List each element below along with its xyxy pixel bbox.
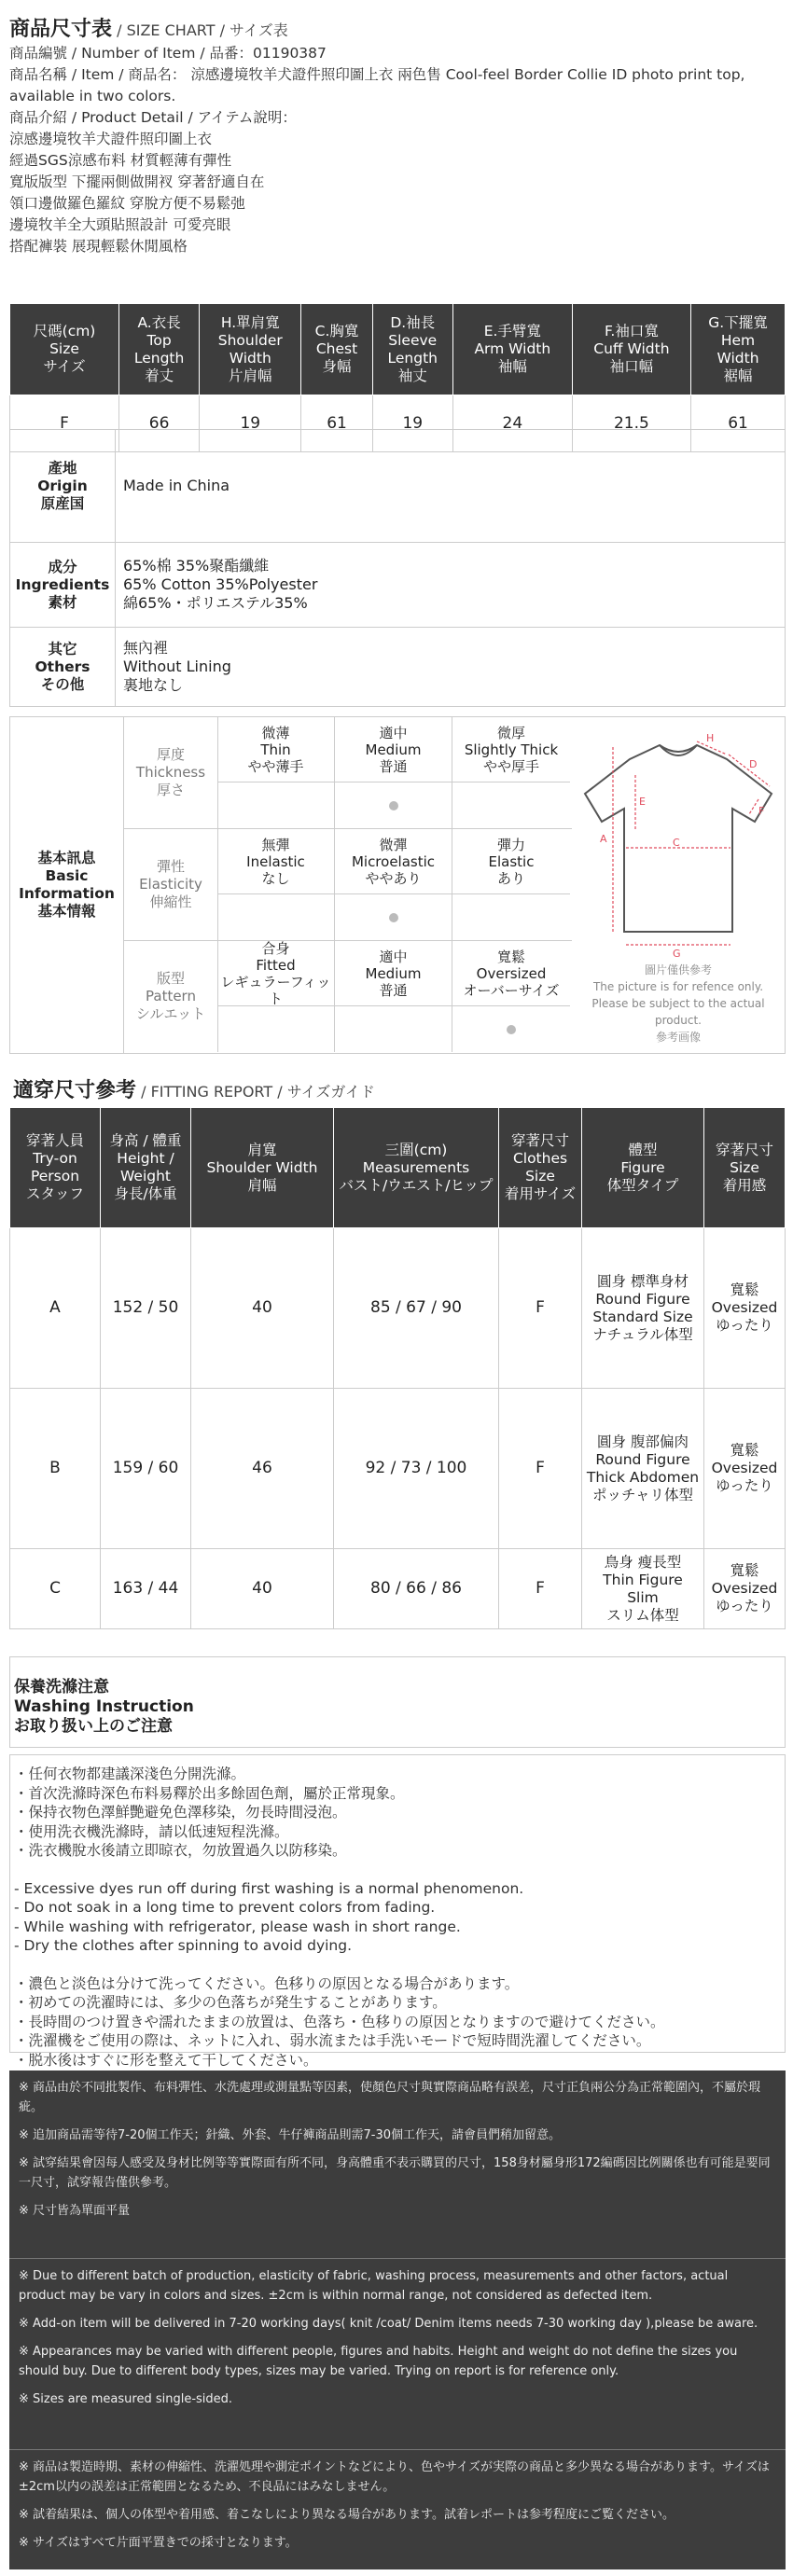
cell-fit: 寬鬆 Ovesized ゆったり bbox=[704, 1549, 786, 1629]
detail-label: 商品介紹 / Product Detail / アイテム說明： bbox=[9, 109, 297, 126]
option-label: 適中 Medium 普通 bbox=[335, 717, 452, 782]
option-label: 適中 Medium 普通 bbox=[335, 941, 452, 1006]
figure-letter: G bbox=[673, 948, 681, 960]
washing-line: - Do not soak in a long time to prevent colors from fading. bbox=[14, 1899, 436, 1916]
basic-info-section bbox=[9, 716, 786, 1054]
cell-fit: 寬鬆 Ovesized ゆったり bbox=[704, 1228, 786, 1389]
option-label: 彈力 Elastic あり bbox=[452, 829, 570, 894]
washing-title: 保養洗滌注意 Washing Instruction お取り扱い上のご注意 bbox=[9, 1656, 786, 1748]
selected-dot-icon bbox=[389, 801, 398, 810]
others-row bbox=[10, 628, 786, 707]
table-row bbox=[10, 1389, 786, 1549]
fitting-title-cn: 適穿尺寸參考 bbox=[13, 1079, 137, 1102]
attr-row-pattern bbox=[124, 941, 572, 1053]
item-number: 商品編號 / Number of Item / 品番：01190387 bbox=[9, 45, 327, 62]
option-label: 微薄 Thin やや薄手 bbox=[217, 717, 335, 782]
option-label: 微厚 Slightly Thick やや厚手 bbox=[452, 717, 570, 782]
washing-line: ・脱水後はすぐに形を整えて干してください。 bbox=[14, 2051, 318, 2069]
header-measurements: 三圍(cm) Measurements バスト/ウエスト/ヒップ bbox=[334, 1108, 499, 1228]
origin-value: Made in China bbox=[116, 430, 786, 543]
figure-letter: F bbox=[758, 805, 765, 817]
header-fit: 穿著尺寸 Size 着用感 bbox=[704, 1108, 786, 1228]
page-title bbox=[9, 13, 288, 42]
note-line: ※ Due to different batch of production, elasticity of fabric, washing process, measurements and other factors, actual product may be vary in colors and sizes. ±2cm is within normal range, not considered as defected item. bbox=[19, 2269, 729, 2303]
fitting-title bbox=[13, 1074, 375, 1103]
note-line: ※ サイズはすべて片面平置きでの採寸となります。 bbox=[19, 2536, 298, 2550]
washing-line: - Dry the clothes after spinning to avoid dying. bbox=[14, 1937, 353, 1954]
detail-line: 搭配褲裝 展現輕鬆休閒風格 bbox=[9, 238, 188, 255]
notes-en bbox=[9, 2259, 786, 2450]
option-marker-cell bbox=[335, 782, 452, 828]
product-info-section bbox=[0, 0, 793, 308]
figure-letter: D bbox=[749, 758, 758, 770]
detail-line: 經過SGS涼感布料 材質輕薄有彈性 bbox=[9, 152, 232, 169]
header-arm-width: E.手臂寬 Arm Width 袖幅 bbox=[452, 304, 572, 395]
header-height-weight: 身高 / 體重 Height / Weight 身長/体重 bbox=[101, 1108, 191, 1228]
title-cn: 商品尺寸表 bbox=[9, 18, 113, 41]
origin-row bbox=[10, 430, 786, 543]
washing-line: - While washing with refrigerator, please wash in short range. bbox=[14, 1918, 461, 1935]
cell-person: C bbox=[10, 1549, 101, 1629]
option-marker-cell bbox=[452, 1006, 570, 1052]
header-size: 尺碼(cm) Size サイズ bbox=[10, 304, 119, 395]
washing-line: ・初めての洗濯時には、多少の色落ちが発生することがあります。 bbox=[14, 1994, 447, 2011]
attr-row-thickness bbox=[124, 717, 572, 829]
basic-info-label: 基本訊息 Basic Information 基本情報 bbox=[10, 717, 124, 1053]
option-marker-cell bbox=[217, 782, 335, 828]
table-row bbox=[10, 1549, 786, 1629]
figure-letter: A bbox=[600, 833, 607, 845]
origin-label: 產地 Origin 原産国 bbox=[10, 430, 116, 543]
measurement-lines bbox=[613, 741, 770, 945]
header-person: 穿著人員 Try-on Person スタッフ bbox=[10, 1108, 101, 1228]
note-line: ※ 追加商品需等待7-20個工作天；針織、外套、牛仔褲商品則需7-30個工作天，請會員們稍加留意。 bbox=[19, 2128, 562, 2142]
option-marker-cell bbox=[452, 894, 570, 940]
cell-person: A bbox=[10, 1228, 101, 1389]
cell-hem-width: 61 bbox=[691, 395, 786, 452]
others-label: 其它 Others その他 bbox=[10, 628, 116, 707]
attr-row-elasticity bbox=[124, 829, 572, 941]
cell-shoulder-width: 19 bbox=[200, 395, 301, 452]
washing-line: ・洗衣機脫水後請立即晾衣，勿放置過久以防移染。 bbox=[14, 1842, 347, 1859]
cell-height-weight: 159 / 60 bbox=[101, 1389, 191, 1549]
tshirt-neckline bbox=[660, 745, 697, 755]
selected-dot-icon bbox=[507, 1025, 516, 1034]
option-marker-cell bbox=[452, 782, 570, 828]
header-top-length: A.衣長 Top Length 着丈 bbox=[119, 304, 200, 395]
option-label: 寬鬆 Oversized オーバーサイズ bbox=[452, 941, 570, 1006]
option-marker-cell bbox=[335, 1006, 452, 1052]
header-cuff-width: F.袖口寬 Cuff Width 袖口幅 bbox=[572, 304, 690, 395]
ingredients-value: 65%棉 35%聚酯纖維 65% Cotton 35%Polyester 綿65%・ポリエステル35% bbox=[116, 543, 786, 628]
others-value: 無內裡 Without Lining 裏地なし bbox=[116, 628, 786, 707]
cell-clothes-size: F bbox=[499, 1549, 582, 1629]
washing-line: ・任何衣物都建議深淺色分開洗滌。 bbox=[14, 1766, 246, 1782]
washing-line: - Excessive dyes run off during first washing is a normal phenomenon. bbox=[14, 1879, 524, 1897]
cell-measurements: 85 / 67 / 90 bbox=[334, 1228, 499, 1389]
note-line: ※ 商品は製造時期、素材の伸縮性、洗濯処理や測定ポイントなどにより、色やサイズが実際の商品と多少異なる場合があります。サイズは±2cm以内の誤差は正常範囲となるため、不良品にはみなしません。 bbox=[19, 2460, 770, 2494]
attr-name: 彈性 Elasticity 伸縮性 bbox=[124, 829, 218, 940]
header-chest: C.胸寬 Chest 身幅 bbox=[301, 304, 372, 395]
detail-line: 涼感邊境牧羊犬證件照印圖上衣 bbox=[9, 131, 213, 147]
cell-shoulder: 40 bbox=[191, 1549, 334, 1629]
note-line: ※ 試着結果は、個人の体型や着用感、着こなしにより異なる場合があります。試着レポートは参考程度にご覧ください。 bbox=[19, 2508, 675, 2522]
ingredients-row bbox=[10, 543, 786, 628]
option-label: 微彈 Microelastic ややあり bbox=[335, 829, 452, 894]
cell-measurements: 80 / 66 / 86 bbox=[334, 1549, 499, 1629]
figure-letter: E bbox=[639, 796, 646, 808]
cell-size: F bbox=[10, 395, 119, 452]
fitting-title-en-jp: / FITTING REPORT / サイズガイド bbox=[136, 1083, 375, 1101]
figure-letter: C bbox=[673, 837, 680, 849]
header-figure: 體型 Figure 体型タイプ bbox=[582, 1108, 704, 1228]
washing-line: ・洗濯機をご使用の際は、ネットに入れ、弱水流または手洗いモードで短時間洗濯してください。 bbox=[14, 2032, 651, 2049]
header-clothes-size: 穿著尺寸 Clothes Size 着用サイズ bbox=[499, 1108, 582, 1228]
detail-line: 領口邊做羅色羅紋 穿脫方便不易鬆弛 bbox=[9, 195, 245, 212]
attr-name: 版型 Pattern シルエット bbox=[124, 941, 218, 1052]
note-line: ※ Sizes are measured single-sided. bbox=[19, 2392, 233, 2406]
washing-line: ・保持衣物色澤鮮艷避免色澤移染，勿長時間浸泡。 bbox=[14, 1804, 347, 1821]
note-line: ※ Appearances may be varied with different people, figures and habits. Height and weight do not define the sizes you should buy. Due to different body types, sizes may be varied. Trying on report is for reference only. bbox=[19, 2345, 738, 2378]
measurement-figure bbox=[572, 717, 785, 1053]
fitting-table-header bbox=[10, 1108, 786, 1228]
washing-line: ・濃色と淡色は分けて洗ってください。色移りの原因となる場合があります。 bbox=[14, 1974, 520, 1992]
cell-figure: 圓身 標準身材 Round Figure Standard Size ナチュラル体型 bbox=[582, 1228, 704, 1389]
detail-line: 寬版版型 下擺兩側做開衩 穿著舒適自在 bbox=[9, 173, 265, 190]
option-marker-cell bbox=[217, 1006, 335, 1052]
ingredients-label: 成分 Ingredients 素材 bbox=[10, 543, 116, 628]
cell-clothes-size: F bbox=[499, 1389, 582, 1549]
note-line: ※ Add-on item will be delivered in 7-20 working days( knit /coat/ Denim items needs 7-30 working day ),please be aware. bbox=[19, 2317, 758, 2331]
cell-person: B bbox=[10, 1389, 101, 1549]
basic-info-grid bbox=[124, 717, 572, 1053]
cell-arm-width: 24 bbox=[452, 395, 572, 452]
material-table bbox=[9, 429, 786, 707]
option-marker-cell bbox=[217, 894, 335, 940]
washing-instructions bbox=[9, 1754, 786, 2069]
cell-measurements: 92 / 73 / 100 bbox=[334, 1389, 499, 1549]
notes-section bbox=[9, 2070, 786, 2569]
attr-name: 厚度 Thickness 厚さ bbox=[124, 717, 218, 828]
notes-jp bbox=[9, 2450, 786, 2569]
header-shoulder: 肩寬 Shoulder Width 肩幅 bbox=[191, 1108, 334, 1228]
option-marker-cell bbox=[335, 894, 452, 940]
cell-figure: 鳥身 瘦長型 Thin Figure Slim スリム体型 bbox=[582, 1549, 704, 1629]
note-line: ※ 尺寸皆為單面平量 bbox=[19, 2204, 131, 2218]
figure-letter: H bbox=[706, 732, 715, 744]
detail-line: 邊境牧羊全大頭貼照設計 可愛亮眼 bbox=[9, 216, 231, 233]
size-table-header bbox=[10, 304, 786, 395]
cell-height-weight: 163 / 44 bbox=[101, 1549, 191, 1629]
note-line: ※ 試穿結果會因每人感受及身材比例等等實際面有所不同，身高體重不表示購買的尺寸，158身材屬身形172編碼因比例關係也有可能是要同一尺寸，試穿報告僅供參考。 bbox=[19, 2156, 771, 2190]
option-label: 無彈 Inelastic なし bbox=[217, 829, 335, 894]
cell-figure: 圓身 腹部偏肉 Round Figure Thick Abdomen ポッチャリ体型 bbox=[582, 1389, 704, 1549]
cell-fit: 寬鬆 Ovesized ゆったり bbox=[704, 1389, 786, 1549]
header-hem-width: G.下擺寬 Hem Width 裾幅 bbox=[691, 304, 786, 395]
selected-dot-icon bbox=[389, 913, 398, 922]
option-label: 合身 Fitted レギュラーフィット bbox=[217, 941, 335, 1006]
notes-cn bbox=[9, 2070, 786, 2259]
washing-line: ・首次洗滌時深色布料易釋於出多餘固色劑，屬於正常現象。 bbox=[14, 1784, 405, 1802]
note-line: ※ 商品由於不同批製作、布料彈性、水洗處理或測量點等因素，使顏色尺寸與實際商品略有誤差，尺寸正負兩公分為正常範圍內，不屬於瑕疵。 bbox=[19, 2081, 761, 2114]
fitting-table bbox=[9, 1107, 786, 1629]
product-detail-text bbox=[9, 43, 784, 257]
header-sleeve-length: D.袖長 Sleeve Length 袖丈 bbox=[372, 304, 452, 395]
washing-line: ・使用洗衣機洗滌時，請以低速短程洗滌。 bbox=[14, 1822, 289, 1840]
cell-shoulder: 40 bbox=[191, 1228, 334, 1389]
title-en-jp: / SIZE CHART / サイズ表 bbox=[112, 21, 288, 39]
item-name: 商品名稱 / Item / 商品名： 涼感邊境牧羊犬證件照印圖上衣 兩色售 Cool-feel Border Collie ID photo print top, available in two colors. bbox=[9, 66, 745, 104]
cell-chest: 61 bbox=[301, 395, 372, 452]
figure-caption: 圖片僅供參考 The picture is for refence only. Please be subject to the actual product. 參考画像 bbox=[591, 963, 765, 1044]
cell-shoulder: 46 bbox=[191, 1389, 334, 1549]
cell-height-weight: 152 / 50 bbox=[101, 1228, 191, 1389]
cell-top-length: 66 bbox=[119, 395, 200, 452]
table-row bbox=[10, 1228, 786, 1389]
cell-clothes-size: F bbox=[499, 1228, 582, 1389]
cell-cuff-width: 21.5 bbox=[572, 395, 690, 452]
cell-sleeve-length: 19 bbox=[372, 395, 452, 452]
washing-line: ・長時間のつけ置きや濡れたままの放置は、色落ち・色移りの原因となりますので避けてください。 bbox=[14, 2013, 665, 2030]
header-shoulder-width: H.單肩寬 Shoulder Width 片肩幅 bbox=[200, 304, 301, 395]
